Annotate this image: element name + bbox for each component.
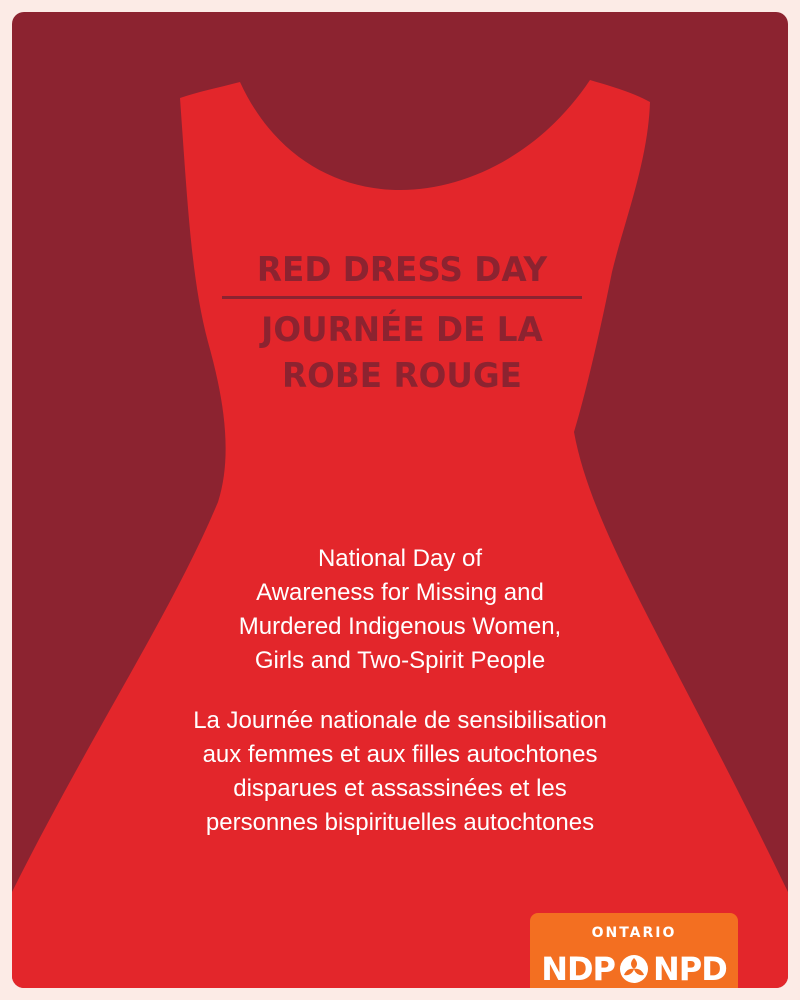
red-dress-illustration bbox=[12, 12, 788, 988]
logo-npd-text: NPD bbox=[653, 950, 727, 988]
title-block bbox=[222, 250, 582, 399]
title-french-line-2: ROBE ROUGE bbox=[282, 356, 522, 396]
english-line: Awareness for Missing and bbox=[256, 579, 544, 606]
french-description bbox=[122, 704, 678, 840]
logo-ndp-text: NDP bbox=[541, 950, 615, 988]
title-divider bbox=[222, 296, 582, 299]
logo-wordmark bbox=[530, 949, 738, 988]
trillium-icon bbox=[619, 954, 649, 984]
title-french-line-1: JOURNÉE DE LA bbox=[261, 310, 543, 350]
french-line: disparues et assassinées et les bbox=[233, 775, 567, 802]
french-line: personnes bispirituelles autochtones bbox=[205, 809, 595, 836]
english-line: Girls and Two-Spirit People bbox=[254, 647, 546, 674]
title-english: RED DRESS DAY bbox=[256, 250, 548, 290]
english-line: National Day of bbox=[317, 545, 483, 572]
title-french bbox=[229, 307, 575, 399]
english-line: Murdered Indigenous Women, bbox=[238, 613, 562, 640]
logo-ontario-text: ONTARIO bbox=[591, 925, 677, 941]
english-description bbox=[122, 542, 678, 678]
french-line: aux femmes et aux filles autochtones bbox=[202, 741, 598, 768]
ontario-ndp-logo bbox=[530, 913, 738, 988]
poster-card bbox=[12, 12, 788, 988]
french-line: La Journée nationale de sensibilisation bbox=[193, 707, 607, 734]
